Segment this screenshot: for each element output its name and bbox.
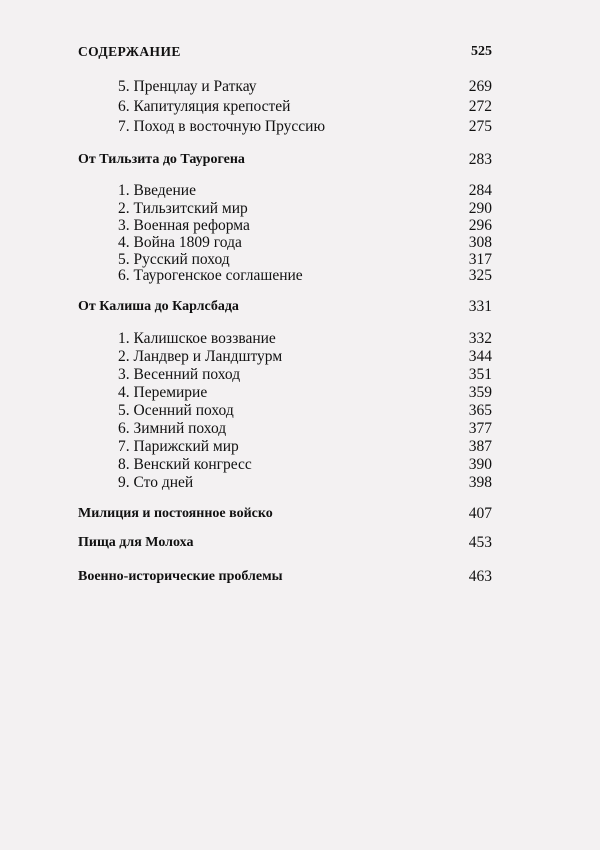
toc-entry-title: 3. Военная реформа [118, 217, 250, 234]
toc-entry-page: 344 [468, 348, 492, 365]
toc-section-page: 407 [468, 505, 492, 522]
toc-section-title: Милиция и постоянное войско [78, 506, 273, 521]
toc-entry-title: 6. Таурогенское соглашение [118, 267, 303, 284]
toc-entry [0, 365, 600, 385]
toc-section-page: 331 [468, 298, 492, 315]
toc-section-title: Военно-исторические проблемы [78, 569, 283, 584]
toc-section [0, 150, 600, 170]
toc-entry [0, 97, 600, 117]
toc-entry [0, 437, 600, 457]
running-title: СОДЕРЖАНИЕ [78, 44, 181, 59]
toc-entry-page: 284 [468, 182, 492, 199]
toc-section-page: 283 [468, 151, 492, 168]
toc-entry [0, 77, 600, 97]
toc-entry-title: 2. Тильзитский мир [118, 200, 248, 217]
toc-entry [0, 347, 600, 367]
toc-entry-title: 5. Осенний поход [118, 402, 234, 419]
toc-entry-page: 398 [468, 474, 492, 491]
toc-entry-title: 2. Ландвер и Ландштурм [118, 348, 283, 365]
toc-entry-title: 7. Парижский мир [118, 438, 239, 455]
toc-entry [0, 181, 600, 201]
toc-entry-title: 6. Зимний поход [118, 420, 227, 437]
toc-entry-page: 359 [468, 384, 492, 401]
toc-entry-title: 1. Введение [118, 182, 196, 199]
toc-entry [0, 266, 600, 286]
toc-entry [0, 473, 600, 493]
toc-section [0, 504, 600, 524]
toc-section [0, 533, 600, 553]
toc-entry-title: 4. Перемирие [118, 384, 208, 401]
toc-entry-page: 272 [468, 98, 492, 115]
page-number: 525 [471, 44, 492, 59]
toc-entry-title: 1. Калишское воззвание [118, 330, 276, 347]
toc-entry-page: 387 [468, 438, 492, 455]
toc-entry-page: 377 [468, 420, 492, 437]
toc-entry-page: 351 [468, 366, 492, 383]
toc-entry-page: 308 [468, 234, 492, 251]
toc-entry [0, 419, 600, 439]
toc-entry-page: 325 [468, 267, 492, 284]
toc-entry-page: 317 [468, 251, 492, 268]
toc-entry-title: 6. Капитуляция крепостей [118, 98, 291, 115]
running-header [78, 44, 492, 66]
toc-entry-page: 296 [468, 217, 492, 234]
toc-entry [0, 117, 600, 137]
toc-entry-page: 332 [468, 330, 492, 347]
toc-section [0, 567, 600, 587]
toc-entry-page: 269 [468, 78, 492, 95]
toc-entry [0, 401, 600, 421]
toc-entry [0, 455, 600, 475]
toc-entry-page: 390 [468, 456, 492, 473]
toc-entry-title: 7. Поход в восточную Пруссию [118, 118, 326, 135]
toc-entry-page: 365 [468, 402, 492, 419]
toc-section-page: 463 [468, 568, 492, 585]
toc-section [0, 297, 600, 317]
toc-section-title: Пища для Молоха [78, 535, 194, 550]
toc-entry [0, 383, 600, 403]
toc-section-title: От Калиша до Карлсбада [78, 299, 239, 314]
toc-section-page: 453 [468, 534, 492, 551]
toc-entry [0, 329, 600, 349]
toc-entry-title: 8. Венский конгресс [118, 456, 252, 473]
toc-entry-title: 9. Сто дней [118, 474, 194, 491]
toc-entry-page: 275 [468, 118, 492, 135]
toc-entry-title: 5. Пренцлау и Раткау [118, 78, 257, 95]
toc-entry-page: 290 [468, 200, 492, 217]
toc-section-title: От Тильзита до Таурогена [78, 152, 245, 167]
toc-entry-title: 3. Весенний поход [118, 366, 241, 383]
toc-entry-title: 5. Русский поход [118, 251, 230, 268]
toc-entry-title: 4. Война 1809 года [118, 234, 242, 251]
